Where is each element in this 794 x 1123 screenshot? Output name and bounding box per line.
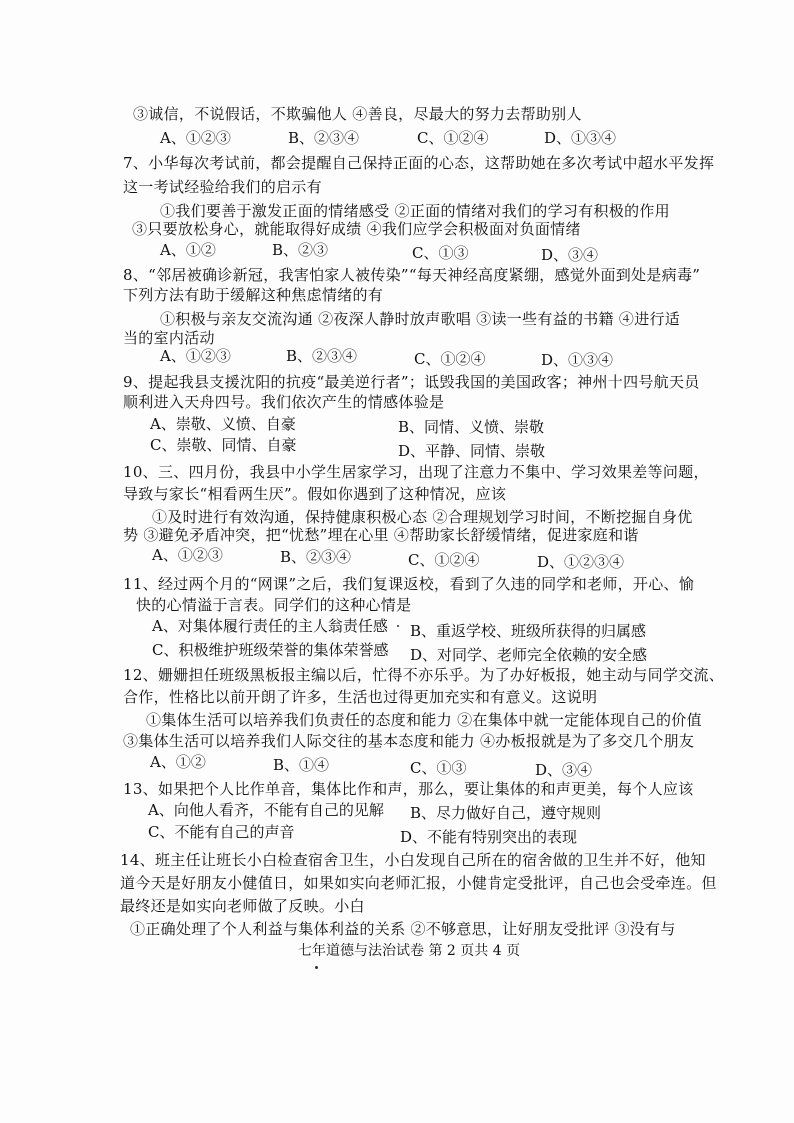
- statement-line: ①及时进行有效沟通，保持健康积极心态 ②合理规划学习时间，不断挖掘自身优: [152, 508, 693, 526]
- option-b: B、①④: [273, 756, 330, 774]
- option-d: D、①③④: [544, 129, 617, 147]
- statement-line: 当的室内活动: [123, 329, 215, 347]
- option-a: A、①②③: [152, 546, 223, 564]
- statement-line: ①集体生活可以培养我们负责任的态度和能力 ②在集体中就一定能体现自己的价值: [146, 711, 702, 729]
- option-a: A、①②③: [160, 347, 231, 365]
- option-d: D、①②③④: [537, 553, 625, 571]
- option-b: B、尽力做好自己，遵守规则: [410, 804, 602, 822]
- question-8-cont: 下列方法有助于缓解这种焦虑情绪的有: [123, 286, 384, 304]
- question-7: 7、小华每次考试前，都会提醒自己保持正面的心态，这帮助她在多次考试中超水平发挥: [123, 154, 715, 172]
- option-c: C、①②④: [408, 551, 480, 569]
- question-11: 11、经过两个月的“网课”之后，我们复课返校，看到了久违的同学和老师，开心、愉: [123, 575, 695, 593]
- scan-speck: [315, 966, 318, 969]
- option-d: D、③④: [535, 761, 593, 779]
- option-d: D、对同学、老师完全依赖的安全感: [410, 646, 648, 664]
- option-a: A、①②: [160, 241, 216, 259]
- option-d: D、①③④: [541, 351, 614, 369]
- question-13: 13、如果把个人比作单音，集体比作和声，那么，要让集体的和声更美，每个人应该: [123, 780, 694, 798]
- page-footer: 七年道德与法治试卷 第 2 页共 4 页: [298, 943, 521, 959]
- question-10: 10、三、四月份，我县中小学生居家学习，出现了注意力不集中、学习效果差等问题，: [123, 463, 709, 481]
- statement-line: ③集体生活可以培养我们人际交往的基本态度和能力 ④办板报就是为了多交几个朋友: [123, 732, 695, 750]
- question-12-cont: 合作，性格比以前开朗了许多，生活也过得更加充实和有意义。这说明: [123, 688, 598, 706]
- option-b: B、重返学校、班级所获得的归属感: [410, 622, 647, 640]
- option-d: D、平静、同情、崇敬: [398, 442, 546, 460]
- question-12: 12、姗姗担任班级黑板报主编以后，忙得不亦乐乎。为了办好板报，她主动与同学交流、: [123, 666, 725, 684]
- statement-line: ①正确处理了个人利益与集体利益的关系 ②不够意思，让好朋友受批评 ③没有与: [130, 920, 676, 938]
- option-b: B、②③④: [280, 548, 352, 566]
- scan-speck: [397, 625, 399, 627]
- option-c: C、①②④: [414, 350, 486, 368]
- question-10-cont: 导致与家长“相看两生厌”。假如你遇到了这种情况，应该: [123, 485, 507, 503]
- option-b: B、②③④: [286, 347, 358, 365]
- option-c: C、①③: [412, 244, 469, 262]
- option-b: B、②③④: [288, 129, 360, 147]
- question-9: 9、提起我县支援沈阳的抗疫“最美逆行者”；诋毁我国的美国政客；神州十四号航天员: [123, 373, 700, 391]
- statement-line: ③诚信，不说假话，不欺骗他人 ④善良，尽最大的努力去帮助别人: [133, 105, 582, 123]
- question-9-cont: 顺利进入天舟四号。我们依次产生的情感体验是: [123, 393, 445, 411]
- option-d: D、③④: [541, 246, 599, 264]
- question-11-cont: 快的心情溢于言表。同学们的这种心情是: [136, 596, 412, 614]
- option-c: C、①②④: [417, 129, 489, 147]
- option-a: A、向他人看齐，不能有自己的见解: [148, 801, 384, 819]
- option-a: A、崇敬、义愤、自豪: [150, 415, 296, 433]
- option-c: C、①③: [410, 759, 467, 777]
- option-c: C、积极维护班级荣誉的集体荣誉感: [152, 641, 389, 659]
- statement-line: 势 ③避免矛盾冲突，把“忧愁”埋在心里 ④帮助家长舒缓情绪，促进家庭和谐: [123, 526, 639, 544]
- option-b: B、同情、义愤、崇敬: [398, 418, 545, 436]
- option-a: A、①②③: [160, 129, 231, 147]
- question-8: 8、“邻居被确诊新冠，我害怕家人被传染”“每天神经高度紧绷，感觉外面到处是病毒”: [123, 266, 701, 284]
- statement-line: ③只要放松身心，就能取得好成绩 ④我们应学会积极面对负面情绪: [132, 220, 581, 238]
- option-a: A、对集体履行责任的主人翁责任感: [152, 617, 388, 635]
- option-d: D、不能有特别突出的表现: [400, 828, 578, 846]
- question-7-cont: 这一考试经验给我们的启示有: [123, 178, 322, 196]
- statement-line: ①积极与亲友交流沟通 ②夜深人静时放声歌唱 ③读一些有益的书籍 ④进行适: [160, 310, 681, 328]
- question-14: 14、班主任让班长小白检查宿舍卫生，小白发现自己所在的宿舍做的卫生并不好，他知: [120, 851, 706, 869]
- question-14-cont: 道今天是好朋友小健值日，如果如实向老师汇报，小健肯定受批评，自己也会受牵连。但: [120, 874, 717, 892]
- option-b: B、②③: [272, 241, 329, 259]
- option-c: C、不能有自己的声音: [148, 823, 295, 841]
- question-14-cont: 最终还是如实向老师做了反映。小白: [120, 897, 365, 915]
- option-c: C、崇敬、同情、自豪: [150, 436, 297, 454]
- statement-line: ①我们要善于激发正面的情绪感受 ②正面的情绪对我们的学习有积极的作用: [160, 202, 670, 220]
- option-a: A、①②: [150, 753, 206, 771]
